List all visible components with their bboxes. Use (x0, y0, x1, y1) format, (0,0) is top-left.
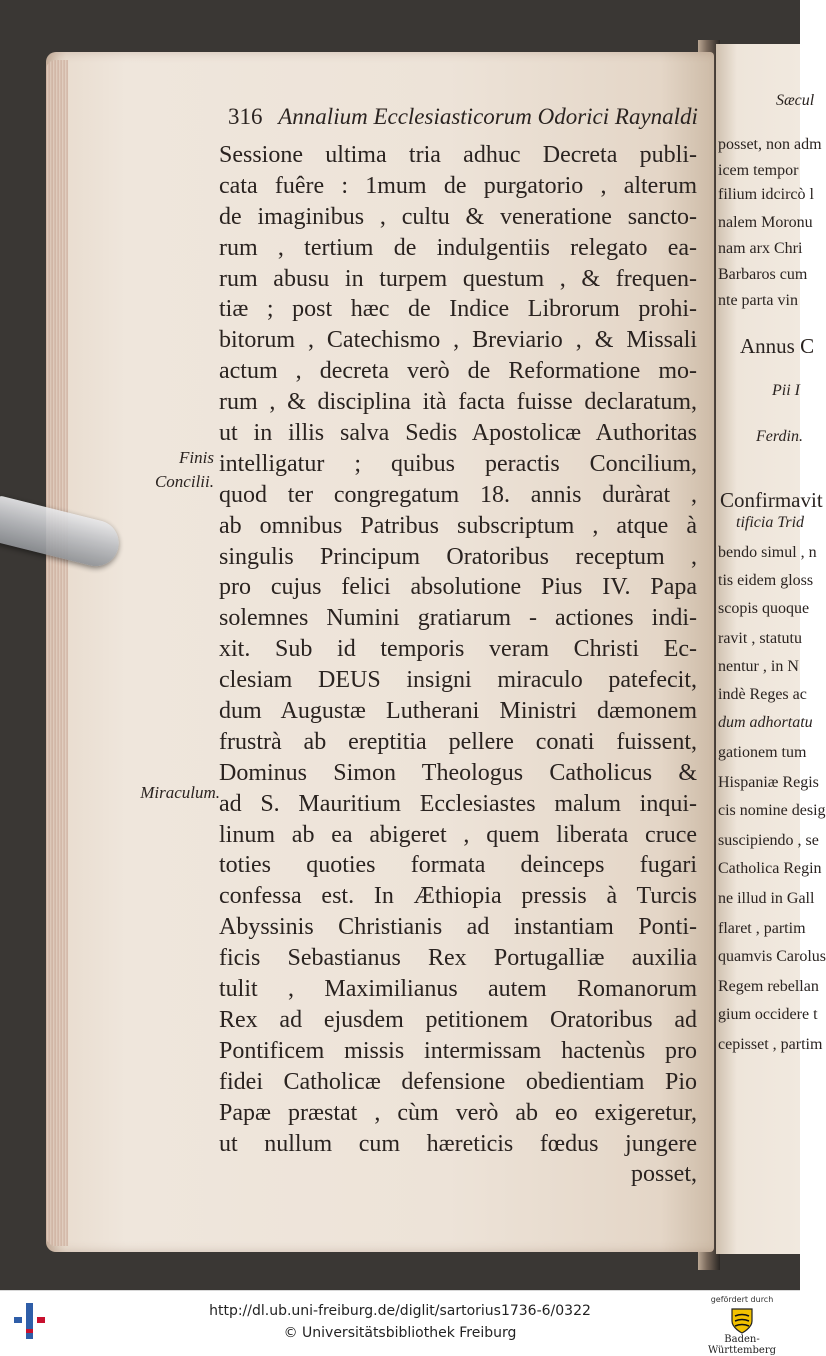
margin-note-line: Finis (179, 448, 214, 467)
page-edges (46, 60, 68, 1246)
right-page-line: nalem Moronu (718, 214, 813, 231)
text-line: solemnes Numini gratiarum - actiones indi- (219, 605, 697, 632)
text-line: quod ter congregatum 18. annis duràrat , (219, 481, 697, 508)
text-line: toties quoties formata deinceps fugari (219, 852, 697, 879)
text-line: rum , tertium de indulgentiis relegato ea- (219, 234, 697, 261)
right-page-line: icem tempor (718, 162, 799, 179)
right-page-line: gationem tum (718, 744, 807, 761)
running-title: Annalium Ecclesiasticorum Odorici Raynaldi (278, 104, 698, 129)
text-line: ut in illis salva Sedis Apostolicæ Authoritas (219, 420, 697, 447)
right-page-line: Hispaniæ Regis (718, 774, 819, 791)
text-line: posset, (631, 1161, 697, 1188)
text-line: Dominus Simon Theologus Catholicus & (219, 759, 697, 786)
text-line: Abyssinis Christianis ad instantiam Ponti- (219, 914, 697, 941)
right-page-line: nam arx Chri (718, 240, 803, 257)
funder-badge (692, 1295, 792, 1356)
footer-copyright: © Universitätsbibliothek Freiburg (283, 1325, 517, 1341)
right-page-line: posset, non adm (718, 136, 822, 153)
text-line: Rex ad ejusdem petitionem Oratoribus ad (219, 1006, 697, 1033)
right-page-text (716, 44, 826, 1254)
right-page-line: ravit , statutu (718, 630, 802, 647)
right-page-line: nte parta vin (718, 292, 798, 309)
right-page-line: indè Reges ac (718, 686, 807, 703)
text-line: rum abusu in turpem questum , & frequen- (219, 265, 697, 292)
body-text (219, 140, 697, 1190)
right-page-line: ne illud in Gall (718, 890, 815, 907)
funder-name: Baden-Württemberg (707, 1334, 777, 1356)
funder-caption: gefördert durch (710, 1295, 774, 1304)
text-line: de imaginibus , cultu & veneratione sancto- (219, 203, 697, 230)
margin-note-line: Concilii. (154, 472, 214, 491)
text-line: confessa est. In Æthiopia pressis à Turcis (219, 883, 697, 910)
text-line: rum , & disciplina ità facta fuisse declaratum, (219, 389, 697, 416)
footer-url-link[interactable]: http://dl.ub.uni-freiburg.de/diglit/sartorius1736-6/0322 (209, 1303, 591, 1319)
text-line: dum Augustæ Lutherani Ministri dæmonem (219, 698, 697, 725)
text-line: clesiam DEUS insigni miraculo patefecit, (219, 667, 697, 694)
text-line: frustrà ab ereptitia pellere conati fuissent, (219, 728, 697, 755)
text-line: fidei Catholicæ defensione obedientiam Pio (219, 1068, 697, 1095)
right-page-line: filium idcircò l (718, 186, 814, 203)
text-line: actum , decreta verò de Reformatione mo- (219, 358, 697, 385)
right-page-line: dum adhortatu (718, 714, 813, 731)
text-line: Sessione ultima tria adhuc Decreta publi- (219, 142, 697, 168)
right-page-line: Confirmavit (720, 488, 823, 512)
margin-note-finis-concilii (104, 446, 214, 494)
text-line: Pontificem missis intermissam hactenùs pro (219, 1037, 697, 1064)
text-line: cata fuêre : 1mum de purgatorio , alterum (219, 172, 697, 199)
right-page-line: Catholica Regin (718, 860, 822, 877)
running-head (228, 104, 708, 134)
text-line: ad S. Mauritium Ecclesiastes malum inqui- (219, 790, 697, 817)
right-page-line: gium occidere t (718, 1006, 818, 1023)
text-line: Papæ præstat , cùm verò ab eo exigeretur, (219, 1099, 697, 1126)
text-line: xit. Sub id temporis veram Christi Ec- (219, 636, 697, 663)
page-number: 316 (228, 104, 263, 129)
right-page-line: Ferdin. (756, 428, 803, 445)
right-page-line: bendo simul , n (718, 544, 817, 561)
right-page-line: quamvis Carolus (718, 948, 826, 965)
right-page-line: tis eidem gloss (718, 572, 814, 589)
text-line: intelligatur ; quibus peractis Concilium, (219, 450, 697, 477)
footer-bar (0, 1290, 800, 1356)
coat-of-arms-icon (730, 1307, 754, 1335)
right-page-line: Barbaros cum (718, 266, 808, 283)
right-page-line: Pii I (772, 382, 800, 399)
right-page-line: suscipiendo , se (718, 832, 819, 849)
text-line: ab omnibus Patribus subscriptum , atque à (219, 512, 697, 539)
text-line: linum ab ea abigeret , quem liberata cruce (219, 821, 697, 848)
text-line: tulit , Maximilianus autem Romanorum (219, 976, 697, 1003)
right-page-line: tificia Trid (736, 514, 805, 531)
text-line: singulis Principum Oratoribus receptum , (219, 543, 697, 570)
right-page-line: scopis quoque (718, 600, 810, 617)
text-line: pro cujus felici absolutione Pius IV. Papa (219, 574, 697, 601)
text-line: bitorum , Catechismo , Breviario , & Missali (219, 327, 697, 354)
right-page-line: cepisset , partim (718, 1036, 823, 1053)
right-page-line: cis nomine desig (718, 802, 826, 819)
right-page-line: nentur , in N (718, 658, 799, 675)
margin-note-miraculum: Miraculum. (140, 783, 220, 802)
right-page-line: Sæcul (776, 92, 815, 109)
right-page-line: Regem rebellan (718, 978, 819, 995)
right-page-line: Annus C (740, 334, 815, 358)
text-line: tiæ ; post hæc de Indice Librorum prohi- (219, 296, 697, 323)
text-line: ficis Sebastianus Rex Portugalliæ auxilia (219, 945, 697, 972)
text-line: ut nullum cum hæreticis fœdus jungere (219, 1130, 697, 1157)
right-page-line: flaret , partim (718, 920, 806, 937)
